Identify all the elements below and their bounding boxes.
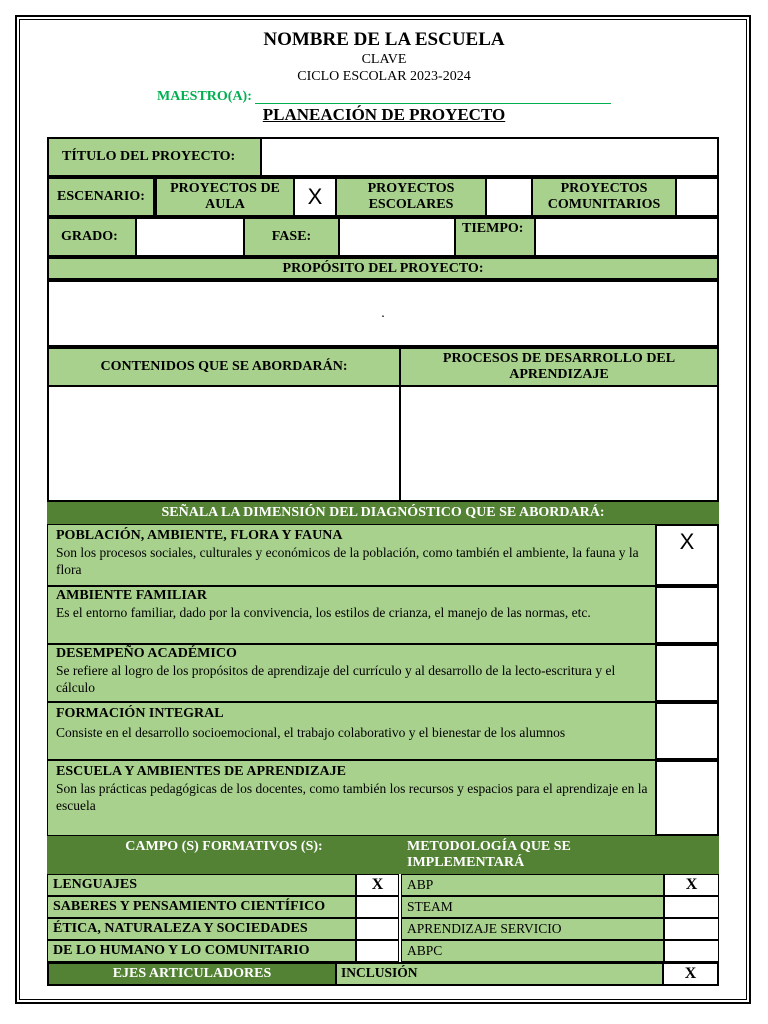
escenario-escolares-label: PROYECTOS ESCOLARES	[335, 177, 487, 217]
procesos-field[interactable]	[399, 385, 719, 502]
contenidos-header: CONTENIDOS QUE SE ABORDARÁN:	[47, 347, 401, 387]
metodologia-header: METODOLOGÍA QUE SE IMPLEMENTARÁ	[401, 836, 719, 874]
diagnostico-title: ESCUELA Y AMBIENTES DE APRENDIZAJE	[56, 764, 346, 779]
campo-humano-label: DE LO HUMANO Y LO COMUNITARIO	[47, 940, 356, 962]
metodologia-abpc-checkbox[interactable]	[664, 940, 719, 962]
ejes-articuladores-label: EJES ARTICULADORES	[47, 962, 337, 986]
escenario-escolares-checkbox[interactable]	[485, 177, 533, 217]
diagnostico-escuela-checkbox[interactable]	[655, 760, 719, 836]
diagnostico-item-formacion	[47, 702, 657, 760]
titulo-label: TÍTULO DEL PROYECTO:	[47, 137, 262, 177]
fase-field[interactable]	[338, 217, 456, 257]
metodologia-servicio-label: APRENDIZAJE SERVICIO	[401, 918, 664, 940]
school-year: CICLO ESCOLAR 2023-2024	[297, 69, 471, 84]
campo-lenguajes-checkbox[interactable]: X	[356, 874, 399, 896]
fase-label: FASE:	[243, 217, 340, 257]
metodologia-abpc-label: ABPC	[401, 940, 664, 962]
doc-title: PLANEACIÓN DE PROYECTO	[262, 105, 506, 124]
maestro-label: MAESTRO(A):	[157, 89, 252, 104]
inclusion-label: INCLUSIÓN	[335, 962, 664, 986]
metodologia-abp-checkbox[interactable]: X	[664, 874, 719, 896]
proposito-header: PROPÓSITO DEL PROYECTO:	[47, 257, 719, 280]
diagnostico-formacion-checkbox[interactable]	[655, 702, 719, 760]
titulo-field[interactable]	[260, 137, 719, 177]
metodologia-steam-label: STEAM	[401, 896, 664, 918]
diagnostico-desc: Consiste en el desarrollo socioemocional, el trabajo colaborativo y el bienestar de los alumnos	[56, 725, 566, 740]
metodologia-steam-checkbox[interactable]	[664, 896, 719, 918]
escenario-aula-checkbox[interactable]: X	[293, 177, 337, 217]
maestro-field[interactable]	[255, 90, 611, 104]
escenario-aula-label: PROYECTOS DE AULA	[155, 177, 295, 217]
metodologia-servicio-checkbox[interactable]	[664, 918, 719, 940]
diagnostico-familiar-checkbox[interactable]	[655, 586, 719, 644]
tiempo-label: TIEMPO:	[454, 217, 536, 257]
school-clave: CLAVE	[361, 52, 407, 67]
campo-etica-checkbox[interactable]	[356, 918, 399, 940]
diagnostico-desc: Se refiere al logro de los propósitos de aprendizaje del currículo y al desarrollo de la lecto-escritura y el cálculo	[56, 663, 616, 695]
campo-humano-checkbox[interactable]	[356, 940, 399, 962]
diagnostico-item-poblacion	[47, 524, 657, 586]
inclusion-checkbox[interactable]: X	[662, 962, 719, 986]
diagnostico-desc: Son las prácticas pedagógicas de los docentes, como también los recursos y espacios para el aprendizaje en la escuela	[56, 781, 648, 813]
campo-etica-label: ÉTICA, NATURALEZA Y SOCIEDADES	[47, 918, 356, 940]
procesos-header: PROCESOS DE DESARROLLO DEL APRENDIZAJE	[399, 347, 719, 387]
contenidos-field[interactable]	[47, 385, 401, 502]
metodologia-abp-label: ABP	[401, 874, 664, 896]
school-name: NOMBRE DE LA ESCUELA	[263, 29, 505, 50]
diagnostico-desempeno-checkbox[interactable]	[655, 644, 719, 702]
escenario-comunitarios-checkbox[interactable]	[675, 177, 719, 217]
escenario-comunitarios-label: PROYECTOS COMUNITARIOS	[531, 177, 677, 217]
campo-lenguajes-label: LENGUAJES	[47, 874, 356, 896]
diagnostico-desc: Son los procesos sociales, culturales y económicos de la población, como también el ambiente, la fauna y la flora	[56, 545, 639, 577]
tiempo-field[interactable]	[534, 217, 719, 257]
diagnostico-title: DESEMPEÑO ACADÉMICO	[56, 646, 237, 661]
diagnostico-title: FORMACIÓN INTEGRAL	[56, 706, 224, 721]
diagnostico-item-desempeno	[47, 644, 657, 702]
diagnostico-item-escuela	[47, 760, 657, 836]
diagnostico-title: AMBIENTE FAMILIAR	[56, 588, 208, 603]
campo-saberes-label: SABERES Y PENSAMIENTO CIENTÍFICO	[47, 896, 356, 918]
diagnostico-item-familiar	[47, 586, 657, 644]
campo-saberes-checkbox[interactable]	[356, 896, 399, 918]
escenario-label: ESCENARIO:	[47, 177, 155, 217]
proposito-field[interactable]: .	[47, 280, 719, 347]
grado-field[interactable]	[135, 217, 245, 257]
diagnostico-title: POBLACIÓN, AMBIENTE, FLORA Y FAUNA	[56, 528, 343, 543]
diagnostico-desc: Es el entorno familiar, dado por la convivencia, los estilos de crianza, el manejo de las normas, etc.	[56, 605, 591, 620]
diagnostico-header: SEÑALA LA DIMENSIÓN DEL DIAGNÓSTICO QUE SE ABORDARÁ:	[47, 502, 719, 524]
diagnostico-poblacion-checkbox[interactable]: X	[655, 524, 719, 586]
campos-header: CAMPO (S) FORMATIVOS (S):	[47, 836, 401, 874]
grado-label: GRADO:	[47, 217, 137, 257]
